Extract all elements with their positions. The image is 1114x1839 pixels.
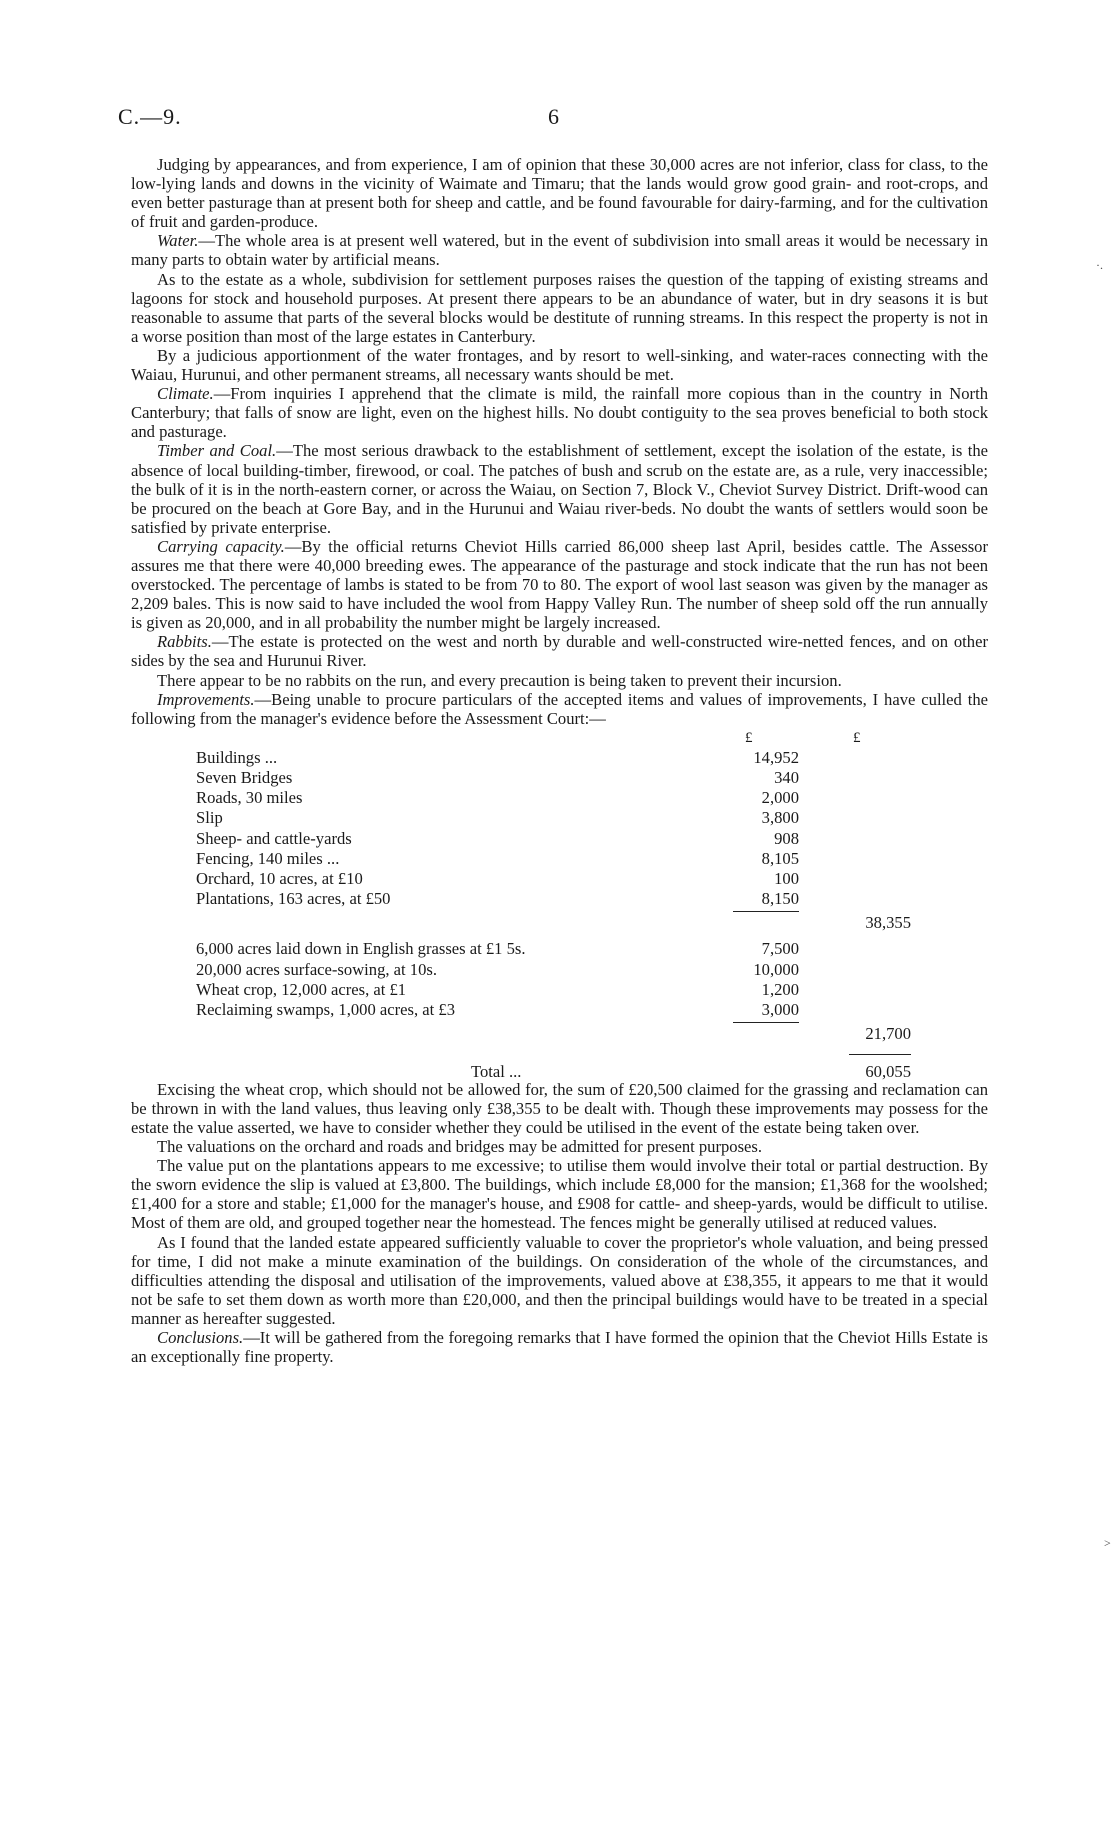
total-label: Total ... xyxy=(471,1062,522,1082)
paragraph-heading: Carrying capacity. xyxy=(157,536,285,556)
row-amount: 8,150 xyxy=(761,889,799,909)
paragraph-text: —The whole area is at present well watered, but in the event of subdivision into small areas it would be necessary in many parts to obtain water by artificial means. xyxy=(131,231,988,270)
paragraph xyxy=(131,1328,988,1366)
paragraph-text: —From inquiries I apprehend that the climate is mild, the rainfall more copious than in the country in North Canterbury; that falls of snow are light, even on the highest hills. No doubt contiguity to the sea proves beneficial to both stock and pasturage. xyxy=(131,384,988,442)
row-label: Wheat crop, 12,000 acres, at £1 xyxy=(196,979,407,999)
table-row xyxy=(131,939,988,959)
document-body xyxy=(131,155,988,1366)
row-label: 6,000 acres laid down in English grasses at £1 5s. xyxy=(196,939,526,959)
row-amount: 340 xyxy=(774,768,799,787)
table-row xyxy=(131,768,988,788)
row-label: Sheep- and cattle-yards xyxy=(196,828,352,848)
table-row xyxy=(131,960,988,980)
row-amount: 14,952 xyxy=(753,747,799,767)
paragraph-text: —The most serious drawback to the establishment of settlement, except the isolation of the estate, is the absence of local building-timber, firewood, or coal. The patches of bush and scrub on the estate are, as a rule, very inaccessible; the bulk of it is in the north-eastern corner, or across the Waiau, on Section 7, Block V., Cheviot Survey District. Drift-wood can be procured on the beach at Gore Bay, and in the Hurunui and Waiau river-beds. No doubt the wants of settlers would soon be satisfied by private enterprise. xyxy=(131,441,988,537)
page-number: 6 xyxy=(548,104,559,129)
paragraph-heading: Rabbits. xyxy=(157,632,212,652)
row-label: Fencing, 140 miles ... xyxy=(196,848,340,868)
table-rule xyxy=(733,911,799,912)
row-label: Slip xyxy=(196,808,223,828)
paragraph: The value put on the plantations appears to me excessive; to utilise them would involve their total or partial destruction. By the sworn evidence the slip is valued at £3,800. The buildings, which include £8,000 for the mansion; £1,368 for the woolshed; £1,400 for a store and stable; £1,000 for the manager's house, and £908 for cattle- and sheep-yards, would be difficult to utilise. Most of them are old, and grouped together near the homestead. The fences might be generally utilised at reduced values. xyxy=(131,1156,988,1233)
table-row xyxy=(131,980,988,1000)
paragraph: Judging by appearances, and from experience, I am of opinion that these 30,000 acres are not inferior, class for class, to the low-lying lands and downs in the vicinity of Waimate and Timaru; that the lands would grow good grain- and root-crops, and even better pasturage than at present both for sheep and cattle, and be found favourable for dairy-farming, and for the cultivation of fruit and garden-produce. xyxy=(131,155,988,232)
paragraph xyxy=(131,632,988,670)
row-amount: 1,200 xyxy=(761,979,799,999)
table-row xyxy=(131,1024,988,1044)
row-amount: 3,000 xyxy=(761,1000,799,1019)
paragraph-heading: Conclusions. xyxy=(157,1328,244,1348)
column-head-pounds-1: £ xyxy=(745,729,753,746)
paragraph-heading: Timber and Coal. xyxy=(157,441,277,461)
table-row xyxy=(131,1000,988,1020)
row-label: Buildings ... xyxy=(196,747,278,767)
paragraph-heading: Water. xyxy=(157,231,199,251)
table-row xyxy=(131,913,988,933)
row-amount: 100 xyxy=(774,869,799,888)
row-label: Orchard, 10 acres, at £10 xyxy=(196,869,363,888)
paragraph-text: —It will be gathered from the foregoing remarks that I have formed the opinion that the Cheviot Hills Estate is an exceptionally fine property. xyxy=(131,1328,988,1367)
row-amount: 3,800 xyxy=(761,808,799,828)
paragraph-heading: Improvements. xyxy=(157,689,255,709)
table-row xyxy=(131,829,988,849)
margin-mark: ·. xyxy=(1096,258,1103,272)
paragraph xyxy=(131,690,988,728)
improvements-table xyxy=(131,728,988,1080)
paragraph: There appear to be no rabbits on the run, and every precaution is being taken to prevent their incursion. xyxy=(157,670,842,690)
table-row xyxy=(131,788,988,808)
row-amount: 2,000 xyxy=(761,788,799,808)
column-head-pounds-2: £ xyxy=(853,729,861,746)
paragraph: The valuations on the orchard and roads and bridges may be admitted for present purposes. xyxy=(157,1137,763,1157)
paragraph xyxy=(131,231,988,269)
table-row xyxy=(131,1062,988,1082)
table-row xyxy=(131,849,988,869)
paragraph-text: —By the official returns Cheviot Hills carried 86,000 sheep last April, besides cattle. The Assessor assures me that there were 40,000 breeding ewes. The appearance of the pasturage and stock indicate that the run has not been overstocked. The percentage of lambs is stated to be from 70 to 80. The export of wool last season was given by the manager as 2,209 bales. This is now said to have included the wool from Happy Valley Run. The number of sheep sold off the run annually is given as 20,000, and in all probability the number might be largely increased. xyxy=(131,536,989,633)
row-label: Roads, 30 miles xyxy=(196,788,303,808)
row-label: Plantations, 163 acres, at £50 xyxy=(196,889,391,909)
subtotal-amount: 21,700 xyxy=(865,1024,911,1044)
paragraphs-after-table xyxy=(131,1080,988,1366)
paragraph: As to the estate as a whole, subdivision for settlement purposes raises the question of the tapping of existing streams and lagoons for stock and household purposes. At present there appears to be an abundance of water, but in dry seasons it is but reasonable to assume that parts of the several blocks would be destitute of running streams. In this respect the property is not in a worse position than most of the large estates in Canterbury. xyxy=(131,269,988,346)
paragraph xyxy=(131,537,988,632)
table-row xyxy=(131,808,988,828)
table-row xyxy=(131,889,988,909)
subtotal-amount: 60,055 xyxy=(865,1062,911,1082)
table-rule xyxy=(849,1054,911,1055)
row-label: 20,000 acres surface-sowing, at 10s. xyxy=(196,959,437,979)
document-reference: C.—9. xyxy=(118,104,182,129)
row-amount: 7,500 xyxy=(761,939,799,959)
paragraph: By a judicious apportionment of the water frontages, and by resort to well-sinking, and water-races connecting with the Waiau, Hurunui, and other permanent streams, all necessary wants should be met. xyxy=(131,345,988,385)
paragraph xyxy=(131,441,988,536)
paragraph: As I found that the landed estate appeared sufficiently valuable to cover the proprietor's whole valuation, and being pressed for time, I did not make a minute examination of the buildings. On consideration of the whole of the circumstances, and difficulties attending the disposal and utilisation of the improvements, valued above at £38,355, it appears to me that it would not be safe to set them down as worth more than £20,000, and then the principal buildings would have to be treated in a special manner as hereafter suggested. xyxy=(131,1232,988,1328)
row-label: Seven Bridges xyxy=(196,768,293,787)
subtotal-amount: 38,355 xyxy=(865,913,911,933)
paragraph: Excising the wheat crop, which should not be allowed for, the sum of £20,500 claimed for the grassing and reclamation can be thrown in with the land values, thus leaving only £38,355 to be dealt with. Though these improvements may possess for the estate the value asserted, we have to consider whether they could be utilised in the event of the estate being taken over. xyxy=(131,1079,988,1137)
row-amount: 8,105 xyxy=(761,848,799,868)
margin-mark: > xyxy=(1104,1536,1111,1550)
row-amount: 908 xyxy=(774,828,799,848)
paragraph-heading: Climate. xyxy=(157,384,214,404)
row-label: Reclaiming swamps, 1,000 acres, at £3 xyxy=(196,1000,455,1019)
paragraph xyxy=(131,384,988,441)
row-amount: 10,000 xyxy=(753,959,799,979)
paragraph-text: —The estate is protected on the west and north by durable and well-constructed wire-netted fences, and on other sides by the sea and Hurunui River. xyxy=(131,632,988,671)
paragraph-text: —Being unable to procure particulars of the accepted items and values of improvements, I have culled the following from the manager's evidence before the Assessment Court:— xyxy=(131,689,988,728)
table-row xyxy=(131,869,988,889)
table-rule xyxy=(733,1022,799,1023)
paragraphs-before-table xyxy=(131,155,988,728)
table-row xyxy=(131,748,988,768)
